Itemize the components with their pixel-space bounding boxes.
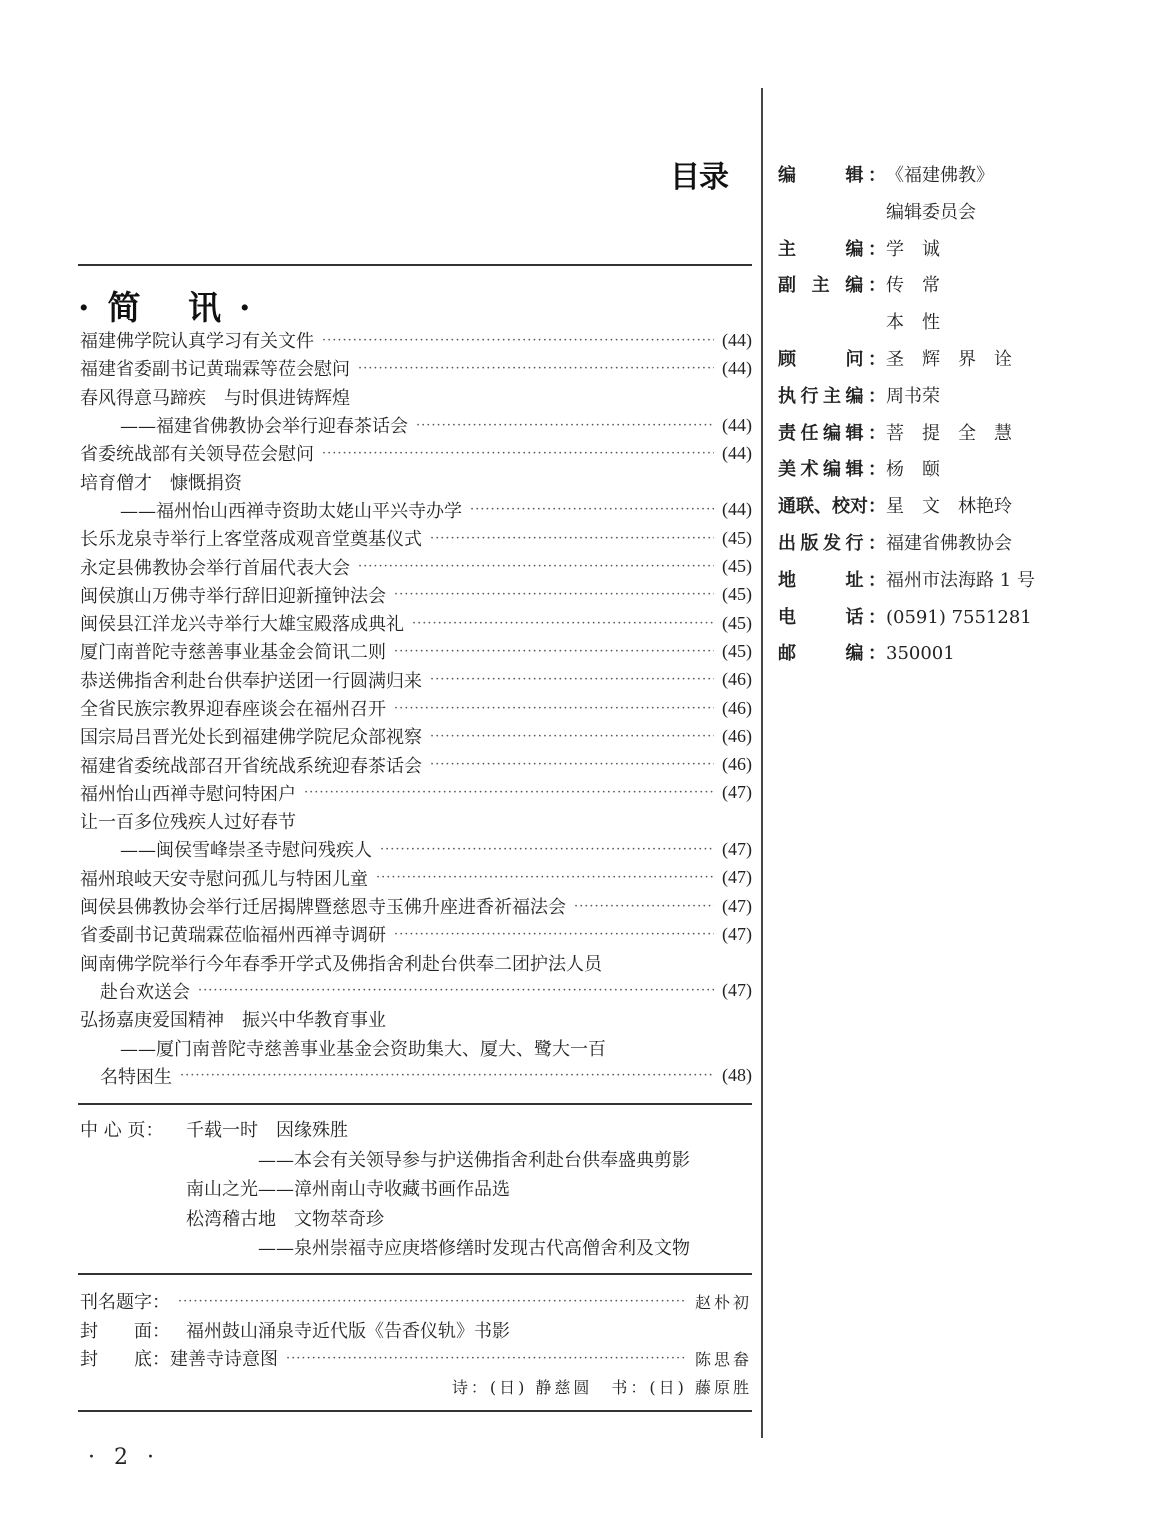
masthead-value: 福州市法海路 1 号 [886, 569, 1035, 591]
toc-leader-dots [430, 729, 714, 744]
toc-entry-title: 闽侯县江洋龙兴寺举行大雄宝殿落成典礼 [80, 614, 404, 636]
rule-bottom [78, 1410, 752, 1412]
toc-entry [80, 920, 752, 948]
masthead-row [778, 600, 1108, 637]
toc-leader-dots [470, 502, 714, 517]
masthead-value: 周书荣 [886, 385, 940, 407]
toc-entry [80, 864, 752, 892]
toc-page-number: (45) [722, 556, 752, 577]
rule-credits [78, 1273, 752, 1275]
toc-page-number: (47) [722, 895, 752, 916]
toc-leader-dots [430, 672, 714, 687]
masthead-key: 编 辑： [778, 165, 886, 186]
toc-page-number: (47) [722, 923, 752, 944]
toc-leader-dots [416, 418, 714, 433]
toc-entry [80, 467, 752, 495]
toc-entry-title: 恭送佛指舍利赴台供奉护送团一行圆满归来 [80, 670, 422, 692]
masthead-key: 电 话： [778, 606, 886, 628]
center-page-label: 中 心 页： [80, 1120, 164, 1141]
toc-entry-title: 永定县佛教协会举行首届代表大会 [80, 557, 350, 579]
toc-leader-dots [198, 983, 714, 998]
masthead-row [778, 158, 1108, 195]
section-title: ·简 讯· [78, 288, 269, 327]
masthead-value: 星 文 林艳玲 [886, 496, 1012, 518]
toc-entry [80, 779, 752, 807]
toc-leader-dots [358, 559, 714, 574]
toc-entry [80, 892, 752, 920]
toc-page-number: (45) [722, 527, 752, 548]
masthead-value: (0591) 7551281 [886, 606, 1032, 628]
toc-entry [80, 694, 752, 722]
toc-page-number: (45) [722, 640, 752, 661]
masthead-row [778, 636, 1108, 673]
toc-entry-title: 省委副书记黄瑞霖莅临福州西禅寺调研 [80, 925, 386, 947]
masthead-value: 福建省佛教协会 [886, 532, 1012, 554]
table-of-contents [80, 326, 752, 1090]
masthead-value: 圣 辉 界 诠 [886, 348, 1012, 370]
masthead-row [778, 305, 1108, 342]
toc-entry [80, 524, 752, 552]
toc-entry [80, 1062, 752, 1090]
toc-entry-title: 省委统战部有关领导莅会慰问 [80, 444, 314, 466]
toc-entry [80, 666, 752, 694]
toc-entry-title: 名特困生 [100, 1066, 172, 1088]
toc-entry [80, 581, 752, 609]
toc-leader-dots [322, 446, 714, 461]
toc-entry [80, 807, 752, 835]
masthead-value: 350001 [886, 643, 955, 665]
masthead-key: 美术编辑： [778, 459, 886, 481]
toc-entry [80, 750, 752, 778]
toc-leader-dots [394, 701, 714, 716]
center-page-line: ——泉州崇福寺应庚塔修缮时发现古代高僧舍利及文物 [258, 1238, 690, 1259]
masthead-key: 副 主 编： [778, 275, 886, 297]
credit-value: 赵朴初 [694, 1292, 752, 1312]
masthead-key: 出版发行： [778, 532, 886, 554]
toc-entry [80, 383, 752, 411]
masthead-row [778, 489, 1108, 526]
credit-label: 封 底： [80, 1349, 170, 1371]
masthead-row [778, 563, 1108, 600]
toc-leader-dots [412, 616, 714, 631]
credit-text: 福州鼓山涌泉寺近代版《告香仪轨》书影 [186, 1320, 510, 1342]
masthead-row [778, 232, 1108, 269]
toc-entry [80, 552, 752, 580]
toc-entry [80, 439, 752, 467]
toc-entry [80, 326, 752, 354]
toc-entry-title: 让一百多位残疾人过好春节 [80, 812, 296, 834]
toc-entry-title: 长乐龙泉寺举行上客堂落成观音堂奠基仪式 [80, 529, 422, 551]
masthead-row [778, 416, 1108, 453]
masthead-key: 地 址： [778, 569, 886, 591]
toc-entry-title: 福州琅岐天安寺慰问孤儿与特困儿童 [80, 868, 368, 890]
toc-leader-dots [430, 531, 714, 546]
toc-entry [80, 977, 752, 1005]
toc-entry [80, 637, 752, 665]
toc-entry-title: 赴台欢送会 [100, 981, 190, 1003]
toc-entry-title: 弘扬嘉庚爱国精神 振兴中华教育事业 [80, 1010, 386, 1032]
toc-entry [80, 1033, 752, 1061]
credit-label: 封 面： [80, 1320, 170, 1342]
toc-entry-title: ——福州怡山西禅寺资助太姥山平兴寺办学 [120, 500, 462, 522]
credit-label: 刊名题字： [80, 1292, 170, 1314]
rule-top [78, 264, 752, 266]
toc-entry [80, 354, 752, 382]
masthead-value: 《福建佛教》 [886, 165, 994, 186]
toc-leader-dots [430, 757, 714, 772]
masthead-value: 学 诚 [886, 238, 940, 260]
center-page-line: 松湾稽古地 文物萃奇珍 [186, 1208, 384, 1230]
toc-entry [80, 609, 752, 637]
toc-leader-dots [180, 1068, 714, 1083]
toc-entry [80, 949, 752, 977]
toc-leader-dots [376, 870, 714, 885]
toc-entry-title: 全省民族宗教界迎春座谈会在福州召开 [80, 699, 386, 720]
masthead-value: 菩 提 全 慧 [886, 422, 1012, 444]
toc-entry-title: ——厦门南普陀寺慈善事业基金会资助集大、厦大、鹭大一百 [120, 1038, 606, 1060]
toc-page-number: (47) [722, 980, 752, 1001]
masthead-key: 责任编辑： [778, 422, 886, 444]
toc-entry-title: 福建省委副书记黄瑞霖等莅会慰问 [80, 359, 350, 381]
toc-leader-dots [394, 644, 714, 659]
toc-page-number: (45) [722, 584, 752, 605]
poem-credit: 诗：(日) 静慈圆 书：(日) 藤原胜 [451, 1378, 752, 1398]
masthead-value: 杨 颐 [886, 459, 940, 481]
toc-leader-dots [394, 927, 714, 942]
masthead-row [778, 526, 1108, 563]
masthead-row [778, 452, 1108, 489]
center-page-line: 千载一时 因缘殊胜 [186, 1120, 348, 1141]
toc-page-number: (44) [722, 357, 752, 378]
credits-block [80, 1287, 752, 1401]
toc-entry-title: ——闽侯雪峰崇圣寺慰问残疾人 [120, 840, 372, 862]
toc-entry [80, 496, 752, 524]
credit-text: 建善寺诗意图 [170, 1349, 278, 1371]
toc-entry-title: 闽侯旗山万佛寺举行辞旧迎新撞钟法会 [80, 585, 386, 607]
masthead-row [778, 195, 1108, 232]
toc-page-number: (44) [722, 414, 752, 435]
page-title: 目录 [670, 160, 728, 195]
toc-page-number: (46) [722, 754, 752, 775]
masthead-value: 本 性 [886, 312, 940, 334]
masthead-row [778, 342, 1108, 379]
toc-entry-title: ——福建省佛教协会举行迎春茶话会 [120, 416, 408, 438]
masthead-key: 邮 编： [778, 643, 886, 665]
toc-page-number: (46) [722, 669, 752, 690]
credit-value: 陈思畚 [694, 1349, 752, 1369]
column-divider [761, 88, 763, 1438]
toc-entry-title: 福建佛学院认真学习有关文件 [80, 331, 314, 353]
toc-entry [80, 1005, 752, 1033]
toc-leader-dots [380, 842, 714, 857]
masthead-row [778, 379, 1108, 416]
page-number: · 2 · [88, 1445, 160, 1470]
center-page-line: ——本会有关领导参与护送佛指舍利赴台供奉盛典剪影 [258, 1149, 690, 1171]
toc-page-number: (45) [722, 612, 752, 633]
masthead-key: 主 编： [778, 238, 886, 260]
masthead-row [778, 268, 1108, 305]
rule-mid [78, 1103, 752, 1105]
toc-page-number: (44) [722, 442, 752, 463]
toc-entry [80, 411, 752, 439]
center-page-block [80, 1116, 752, 1264]
masthead-key: 执行主编： [778, 385, 886, 407]
toc-page-number: (47) [722, 838, 752, 859]
toc-leader-dots [358, 361, 714, 376]
toc-entry-title: 国宗局吕晋光处长到福建佛学院尼众部视察 [80, 727, 422, 749]
masthead-info [778, 158, 1108, 673]
masthead-value: 编辑委员会 [886, 201, 976, 223]
toc-page-number: (48) [722, 1065, 752, 1086]
masthead-key: 通联、校对： [778, 496, 886, 518]
toc-page-number: (46) [722, 725, 752, 746]
toc-entry-title: 培育僧才 慷慨捐资 [80, 472, 242, 494]
toc-leader-dots [322, 333, 714, 348]
toc-leader-dots [574, 899, 714, 914]
toc-entry-title: 闽南佛学院举行今年春季开学式及佛指舍利赴台供奉二团护法人员 [80, 953, 602, 975]
toc-entry [80, 722, 752, 750]
toc-entry [80, 835, 752, 863]
toc-entry-title: 厦门南普陀寺慈善事业基金会简讯二则 [80, 642, 386, 664]
toc-leader-dots [394, 587, 714, 602]
toc-page-number: (44) [722, 329, 752, 350]
masthead-value: 传 常 [886, 275, 940, 297]
toc-entry-title: 福州怡山西禅寺慰问特困户 [80, 783, 296, 805]
toc-page-number: (47) [722, 867, 752, 888]
toc-page-number: (47) [722, 782, 752, 803]
toc-entry-title: 闽侯县佛教协会举行迁居揭牌暨慈恩寺玉佛升座进香祈福法会 [80, 897, 566, 919]
toc-page-number: (46) [722, 697, 752, 718]
center-page-line: 南山之光——漳州南山寺收藏书画作品选 [186, 1179, 510, 1200]
toc-leader-dots [304, 785, 714, 800]
toc-page-number: (44) [722, 499, 752, 520]
toc-entry-title: 春风得意马蹄疾 与时俱进铸辉煌 [80, 387, 350, 409]
masthead-key: 顾 问： [778, 348, 886, 370]
toc-entry-title: 福建省委统战部召开省统战系统迎春茶话会 [80, 755, 422, 777]
